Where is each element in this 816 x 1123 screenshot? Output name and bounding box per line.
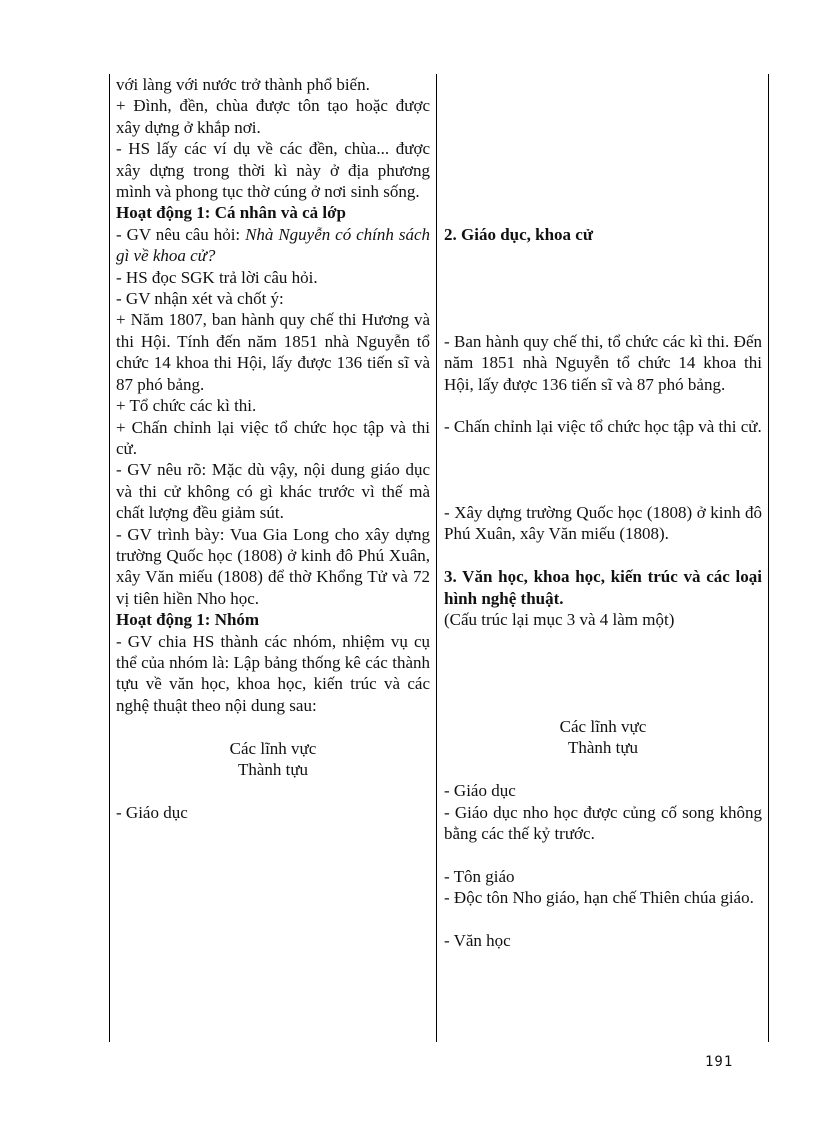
activity-1-line-2: - HS đọc SGK trả lời câu hỏi.	[116, 267, 318, 287]
right-field-literature: - Văn học	[444, 931, 511, 951]
section-3-heading: 3. Văn học, khoa học, kiến trúc và các loại hình nghệ thuật.	[444, 567, 762, 608]
table-column-divider	[436, 74, 437, 1042]
left-table-header-field: Các lĩnh vực	[229, 738, 317, 758]
activity-1-question	[116, 224, 430, 267]
right-field-education-desc: - Giáo dục nho học được củng cố song không bằng các thế kỷ trước.	[444, 802, 762, 844]
section-3-note: (Cấu trúc lại mục 3 và 4 làm một)	[444, 610, 675, 630]
activity-1-heading: Hoạt động 1: Cá nhân và cả lớp	[116, 203, 346, 223]
activity-2-line-1: - GV chia HS thành các nhóm, nhiệm vụ cụ thể của nhóm là: Lập bảng thống kê các thành tựu về văn học, khoa học, kiến trúc và các nghệ thuật theo nội dung sau:	[116, 631, 430, 715]
right-table-header-achievement: Thành tựu	[567, 738, 639, 758]
activity-1-line-4: + Năm 1807, ban hành quy chế thi Hương và thi Hội. Tính đến năm 1851 nhà Nguyễn tổ chức 14 khoa thi Hội, lấy được 136 tiến sĩ và 87 phó bảng.	[116, 310, 430, 394]
right-field-education: - Giáo dục	[444, 781, 516, 801]
right-column	[444, 74, 762, 951]
activity-1-line-7: - GV nêu rõ: Mặc dù vậy, nội dung giáo dục và thi cử không có gì khác trước vì thế mà chất lượng đều giảm sút.	[116, 460, 430, 523]
left-column	[116, 74, 430, 823]
right-item-1: - Ban hành quy chế thi, tổ chức các kì thi. Đến năm 1851 nhà Nguyễn tổ chức 14 khoa thi Hội, lấy được 136 tiến sĩ và 87 phó bảng.	[444, 331, 762, 394]
right-table-header-field: Các lĩnh vực	[559, 717, 647, 737]
right-item-3: - Xây dựng trường Quốc học (1808) ở kinh đô Phú Xuân, xây Văn miếu (1808).	[444, 503, 762, 544]
activity-1-line-8: - GV trình bày: Vua Gia Long cho xây dựng trường Quốc học (1808) ở kinh đô Phú Xuân, xây Văn miếu (1808) để thờ Khổng Tử và 72 vị tiên hiền Nho học.	[116, 524, 430, 608]
activity-1-line-6: + Chấn chỉnh lại việc tổ chức học tập và thi cử.	[116, 417, 430, 458]
page-number: 191	[705, 1054, 734, 1070]
left-table-header-achievement: Thành tựu	[237, 759, 309, 779]
activity-1-line-5: + Tổ chức các kì thi.	[116, 396, 257, 416]
activity-2-heading: Hoạt động 1: Nhóm	[116, 610, 260, 630]
activity-1-line-3: - GV nhận xét và chốt ý:	[116, 289, 284, 309]
question-prefix: - GV nêu câu hỏi:	[116, 224, 246, 244]
section-2-heading: 2. Giáo dục, khoa cử	[444, 224, 594, 244]
right-field-religion-desc: - Độc tôn Nho giáo, hạn chế Thiên chúa giáo.	[444, 888, 754, 908]
table-right-border	[768, 74, 769, 1042]
right-item-2: - Chấn chỉnh lại việc tổ chức học tập và thi cử.	[444, 417, 762, 437]
left-field-education: - Giáo dục	[116, 802, 188, 822]
table-left-border	[109, 74, 110, 1042]
left-intro-1: với làng với nước trở thành phổ biến.	[116, 75, 370, 94]
left-intro-2: + Đình, đền, chùa được tôn tạo hoặc được xây dựng ở khắp nơi.	[116, 96, 430, 137]
right-field-religion: - Tôn giáo	[444, 866, 515, 886]
question-italic: Nhà Nguyễn có chính sách gì về khoa cử?	[116, 224, 430, 266]
left-intro-3: - HS lấy các ví dụ về các đền, chùa... được xây dựng trong thời kì này ở địa phương mình và phong tục thờ cúng ở nơi sinh sống.	[116, 139, 430, 202]
